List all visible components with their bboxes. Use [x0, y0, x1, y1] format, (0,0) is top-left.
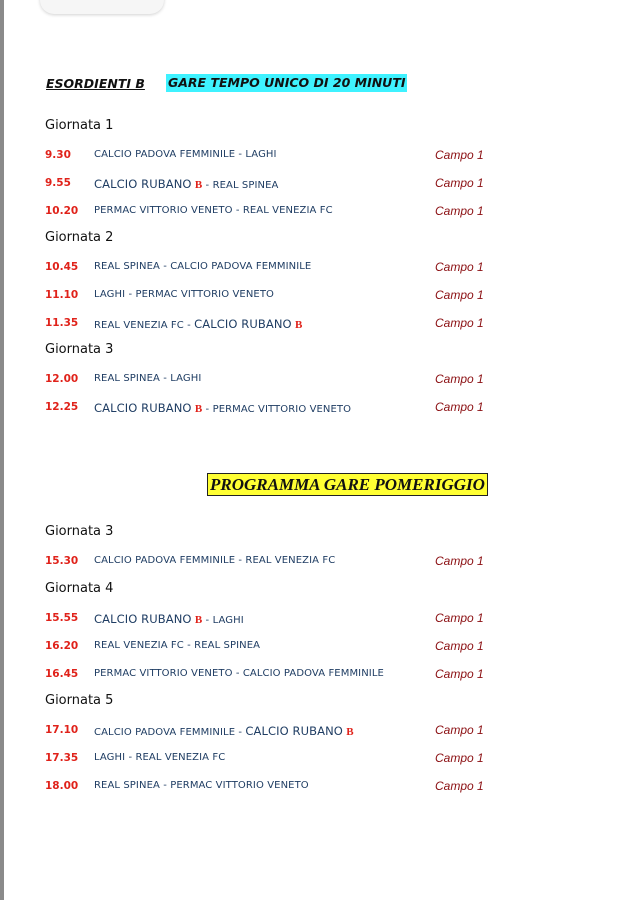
round-heading: Giornata 2	[45, 230, 114, 245]
round-heading: Giornata 3	[45, 342, 114, 357]
match-time: 11.35	[45, 317, 79, 329]
away-team: PERMAC VITTORIO VENETO	[170, 780, 309, 791]
team-b-marker: B	[295, 319, 303, 331]
match-row	[45, 552, 505, 570]
home-team: CALCIO PADOVA FEMMINILE	[94, 555, 236, 566]
match-duration-note: GARE TEMPO UNICO DI 20 MINUTI	[168, 75, 406, 90]
match-row	[45, 777, 505, 795]
team-b-marker: B	[194, 403, 203, 415]
match-field: Campo 1	[435, 779, 484, 793]
match-time: 15.55	[45, 612, 79, 624]
match-row	[45, 370, 505, 388]
match-row	[45, 258, 505, 276]
match-teams: CALCIO PADOVA FEMMINILE - LAGHI	[94, 149, 277, 160]
match-time: 17.35	[45, 752, 79, 764]
home-team: CALCIO RUBANO	[94, 401, 192, 415]
match-field: Campo 1	[435, 667, 484, 681]
match-field: Campo 1	[435, 400, 484, 414]
home-team: PERMAC VITTORIO VENETO	[94, 668, 233, 679]
page-left-edge	[0, 0, 4, 900]
team-b-marker: B	[346, 726, 354, 738]
match-teams: REAL VENEZIA FC - REAL SPINEA	[94, 640, 261, 651]
match-row	[45, 749, 505, 767]
match-time: 9.55	[45, 177, 71, 189]
match-teams: REAL SPINEA - CALCIO PADOVA FEMMINILE	[94, 261, 312, 272]
match-teams: CALCIO PADOVA FEMMINILE - CALCIO RUBANO B	[94, 724, 354, 738]
match-time: 18.00	[45, 780, 79, 792]
home-team: REAL VENEZIA FC	[94, 320, 184, 331]
match-teams: PERMAC VITTORIO VENETO - CALCIO PADOVA FEMMINILE	[94, 668, 384, 679]
match-field: Campo 1	[435, 316, 484, 330]
away-team: LAGHI	[245, 149, 277, 160]
match-time: 17.10	[45, 724, 79, 736]
home-team: REAL SPINEA	[94, 261, 160, 272]
match-time: 12.25	[45, 401, 79, 413]
top-tab-handle[interactable]	[40, 0, 164, 14]
away-team: LAGHI	[170, 373, 202, 384]
match-row	[45, 314, 505, 332]
home-team: LAGHI	[94, 289, 126, 300]
match-teams: REAL VENEZIA FC - CALCIO RUBANO B	[94, 317, 303, 331]
match-time: 12.00	[45, 373, 79, 385]
away-team: CALCIO RUBANO	[194, 317, 292, 331]
match-field: Campo 1	[435, 288, 484, 302]
away-team: PERMAC VITTORIO VENETO	[135, 289, 275, 300]
match-teams: LAGHI - PERMAC VITTORIO VENETO	[94, 289, 275, 300]
away-team: CALCIO RUBANO	[245, 724, 343, 738]
away-team: LAGHI	[212, 615, 244, 626]
round-heading: Giornata 3	[45, 524, 114, 539]
away-team: REAL VENEZIA FC	[245, 555, 336, 566]
away-team: REAL VENEZIA FC	[135, 752, 226, 763]
team-b-marker: B	[194, 179, 203, 191]
match-field: Campo 1	[435, 260, 484, 274]
match-time: 10.20	[45, 205, 79, 217]
away-team: CALCIO PADOVA FEMMINILE	[242, 668, 384, 679]
away-team: CALCIO PADOVA FEMMINILE	[170, 261, 312, 272]
match-row	[45, 398, 505, 416]
match-field: Campo 1	[435, 204, 484, 218]
away-team: REAL VENEZIA FC	[242, 205, 333, 216]
category-title: ESORDIENTI B	[46, 76, 145, 91]
match-teams: CALCIO RUBANO B - LAGHI	[94, 612, 244, 626]
match-row	[45, 174, 505, 192]
match-row	[45, 721, 505, 739]
match-field: Campo 1	[435, 176, 484, 190]
round-heading: Giornata 1	[45, 118, 114, 133]
match-teams: LAGHI - REAL VENEZIA FC	[94, 752, 226, 763]
match-teams: REAL SPINEA - PERMAC VITTORIO VENETO	[94, 780, 309, 791]
match-teams: CALCIO RUBANO B - REAL SPINEA	[94, 177, 279, 191]
match-row	[45, 665, 505, 683]
home-team: CALCIO RUBANO	[94, 612, 192, 626]
match-field: Campo 1	[435, 751, 484, 765]
away-team: REAL SPINEA	[212, 180, 279, 191]
home-team: LAGHI	[94, 752, 126, 763]
home-team: REAL VENEZIA FC	[94, 640, 184, 651]
match-row	[45, 146, 505, 164]
away-team: PERMAC VITTORIO VENETO	[212, 404, 352, 415]
match-teams: CALCIO RUBANO B - PERMAC VITTORIO VENETO	[94, 401, 352, 415]
match-row	[45, 202, 505, 220]
afternoon-program-title: PROGRAMMA GARE POMERIGGIO	[207, 473, 488, 496]
match-time: 16.20	[45, 640, 79, 652]
home-team: CALCIO RUBANO	[94, 177, 192, 191]
match-teams: PERMAC VITTORIO VENETO - REAL VENEZIA FC	[94, 205, 333, 216]
match-time: 10.45	[45, 261, 79, 273]
match-field: Campo 1	[435, 639, 484, 653]
home-team: REAL SPINEA	[94, 373, 160, 384]
match-teams: REAL SPINEA - LAGHI	[94, 373, 202, 384]
match-teams: CALCIO PADOVA FEMMINILE - REAL VENEZIA FC	[94, 555, 336, 566]
match-field: Campo 1	[435, 554, 484, 568]
away-team: REAL SPINEA	[194, 640, 261, 651]
match-row	[45, 286, 505, 304]
round-heading: Giornata 5	[45, 693, 114, 708]
home-team: REAL SPINEA	[94, 780, 160, 791]
team-b-marker: B	[194, 614, 203, 626]
home-team: PERMAC VITTORIO VENETO	[94, 205, 233, 216]
home-team: CALCIO PADOVA FEMMINILE	[94, 727, 236, 738]
match-field: Campo 1	[435, 148, 484, 162]
match-field: Campo 1	[435, 611, 484, 625]
match-time: 9.30	[45, 149, 71, 161]
match-field: Campo 1	[435, 372, 484, 386]
match-time: 16.45	[45, 668, 79, 680]
match-time: 11.10	[45, 289, 79, 301]
match-time: 15.30	[45, 555, 79, 567]
match-field: Campo 1	[435, 723, 484, 737]
match-row	[45, 637, 505, 655]
home-team: CALCIO PADOVA FEMMINILE	[94, 149, 236, 160]
round-heading: Giornata 4	[45, 581, 114, 596]
match-row	[45, 609, 505, 627]
